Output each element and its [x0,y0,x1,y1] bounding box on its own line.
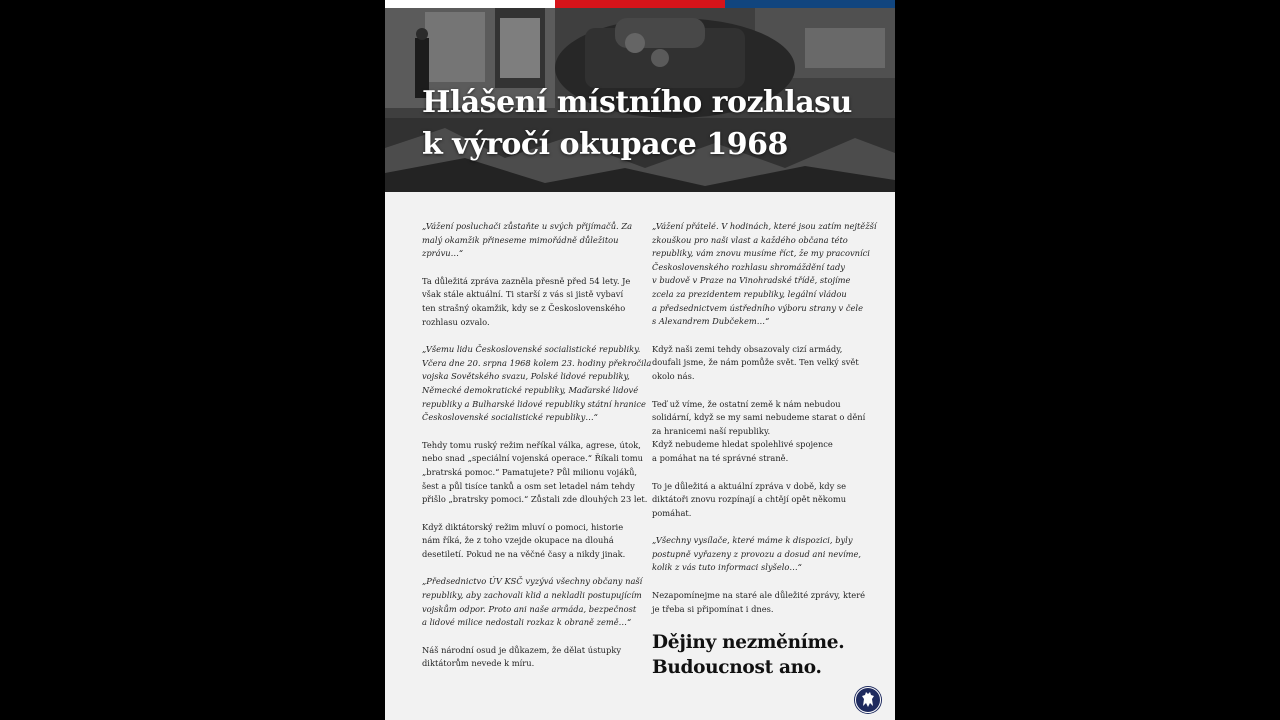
right-column [652,220,877,680]
text-line: doufali jsme, že nám pomůže svět. Ten velký svět [652,357,859,368]
body-paragraph [422,439,648,507]
text-line: s Alexandrem Dubčekem…“ [652,316,770,327]
body-paragraph [652,398,866,466]
hero-photo [385,8,895,192]
text-line: okolo nás. [652,370,695,381]
broadcast-quote [422,575,643,629]
text-line: Tehdy tomu ruský režim neříkal válka, agrese, útok, [422,439,641,450]
text-line: Když nebudeme hledat spolehlivé spojence [652,439,833,450]
text-line: v budově v Praze na Vinohradské třídě, stojíme [652,275,851,286]
text-line: Československé socialistické republiky…“ [422,412,598,423]
broadcast-quote [422,343,652,425]
text-line: „Vážení posluchači zůstaňte u svých přijímačů. Za [422,221,633,231]
text-line: „Všemu lidu Československé socialistické republiky. [422,344,641,355]
text-line: šest a půl tisíce tanků a osm set letadel nám tehdy [422,480,635,491]
flag-white-stripe [385,0,555,8]
text-line: republiky a Bulharské lidové republiky státní hranice [422,398,646,409]
text-line: Teď už víme, že ostatní země k nám nebudou [652,398,841,409]
text-line: je třeba si připomínat i dnes. [652,603,774,614]
text-line: Nezapomínejme na staré ale důležité zprávy, které [652,590,866,601]
text-line: Náš národní osud je důkazem, že dělat ústupky [422,644,622,655]
flag-blue-stripe [725,0,895,8]
text-line: a předsednictvem ústředního výboru strany v čele [652,302,863,313]
lion-emblem-icon [854,686,882,714]
text-line: vojskům odpor. Proto ani naše armáda, bezpečnost [422,603,637,614]
text-line: desetiletí. Pokud ne na věčné časy a nikdy jinak. [422,548,626,559]
text-line: kolik z vás tuto informaci slyšelo…“ [652,562,802,573]
text-line: a lidové milice nedostali rozkaz k obraně země…“ [422,617,632,628]
broadcast-quote [652,534,862,575]
flag-stripe [385,0,895,8]
text-line: solidární, když se my sami nebudeme starat o dění [652,412,866,423]
party-logo [854,686,882,714]
text-line: Včera dne 20. srpna 1968 kolem 23. hodiny překročila [422,357,652,368]
text-line: ten strašný okamžik, kdy se z Československého [422,302,626,313]
body-paragraph [422,644,632,671]
broadcast-quote [422,220,632,261]
text-line: vojska Sovětského svazu, Polské lidové republiky, [422,371,630,382]
text-line: Ta důležitá zpráva zazněla přesně před 54 lety. Je [422,275,631,286]
body-paragraph [422,521,632,562]
text-line: rozhlasu ozvalo. [422,316,490,327]
body-paragraph [652,343,862,384]
text-line: republiky, vám znovu musíme říct, že my pracovníci [652,248,870,259]
text-line: zprávu…“ [422,248,464,259]
text-line: republiky, aby zachovali klid a nekladli postupujícím [422,590,642,601]
text-line: přišlo „bratrsky pomoci.“ Zůstali zde dlouhých 23 let. [422,494,648,505]
text-line: diktátoři znovu rozpínají a chtějí opět někomu [652,494,847,505]
text-line: nebo snad „speciální vojenská operace.“ Říkali tomu [422,453,643,464]
text-line: pomáhat. [652,507,692,518]
title-line: k výročí okupace 1968 [422,127,788,162]
flag-red-stripe [555,0,725,8]
text-line: To je důležitá a aktuální zpráva v době, kdy se [652,480,847,491]
body-paragraph [652,589,866,616]
body-paragraph [422,275,632,329]
text-line: a pomáhat na té správné straně. [652,452,789,463]
broadcast-quote [652,220,877,329]
text-line: zcela za prezidentem republiky, legální vládou [652,288,847,299]
title-line: Hlášení místního rozhlasu [422,85,852,120]
text-line: Německé demokratické republiky, Maďarské lidové [422,384,639,395]
text-line: „Všechny vysílače, které máme k dispozici, byly [652,535,853,546]
leaflet-page [385,0,895,720]
text-line: malý okamžik přineseme mimořádně důležitou [422,234,619,245]
page-title [422,82,872,166]
slogan [652,630,862,680]
text-line: „bratrská pomoc.“ Pamatujete? Půl milionu vojáků, [422,466,638,477]
left-column [422,220,652,685]
body-paragraph [652,480,862,521]
text-line: nám říká, že z toho vzejde okupace na dlouhá [422,535,614,546]
text-line: „Vážení přátelé. V hodinách, které jsou zatím nejtěžší [652,221,877,231]
text-line: Československého rozhlasu shromáždění tady [652,261,845,272]
text-line: Když naši zemi tehdy obsazovaly cizí armády, [652,343,843,354]
text-line: Když diktátorský režim mluví o pomoci, historie [422,521,624,532]
text-line: však stále aktuální. Ti starší z vás si jistě vybaví [422,289,624,300]
slogan-line: Dějiny nezměníme. [652,632,845,654]
slogan-line: Budoucnost ano. [652,657,822,679]
text-line: diktátorům nevede k míru. [422,658,535,669]
text-line: zkouškou pro naši vlast a každého občana této [652,234,848,245]
text-line: postupně vyřazeny z provozu a dosud ani nevíme, [652,548,862,559]
text-line: za hranicemi naší republiky. [652,425,771,436]
text-line: „Předsednictvo ÚV KSČ vyzývá všechny občany naší [422,576,643,587]
